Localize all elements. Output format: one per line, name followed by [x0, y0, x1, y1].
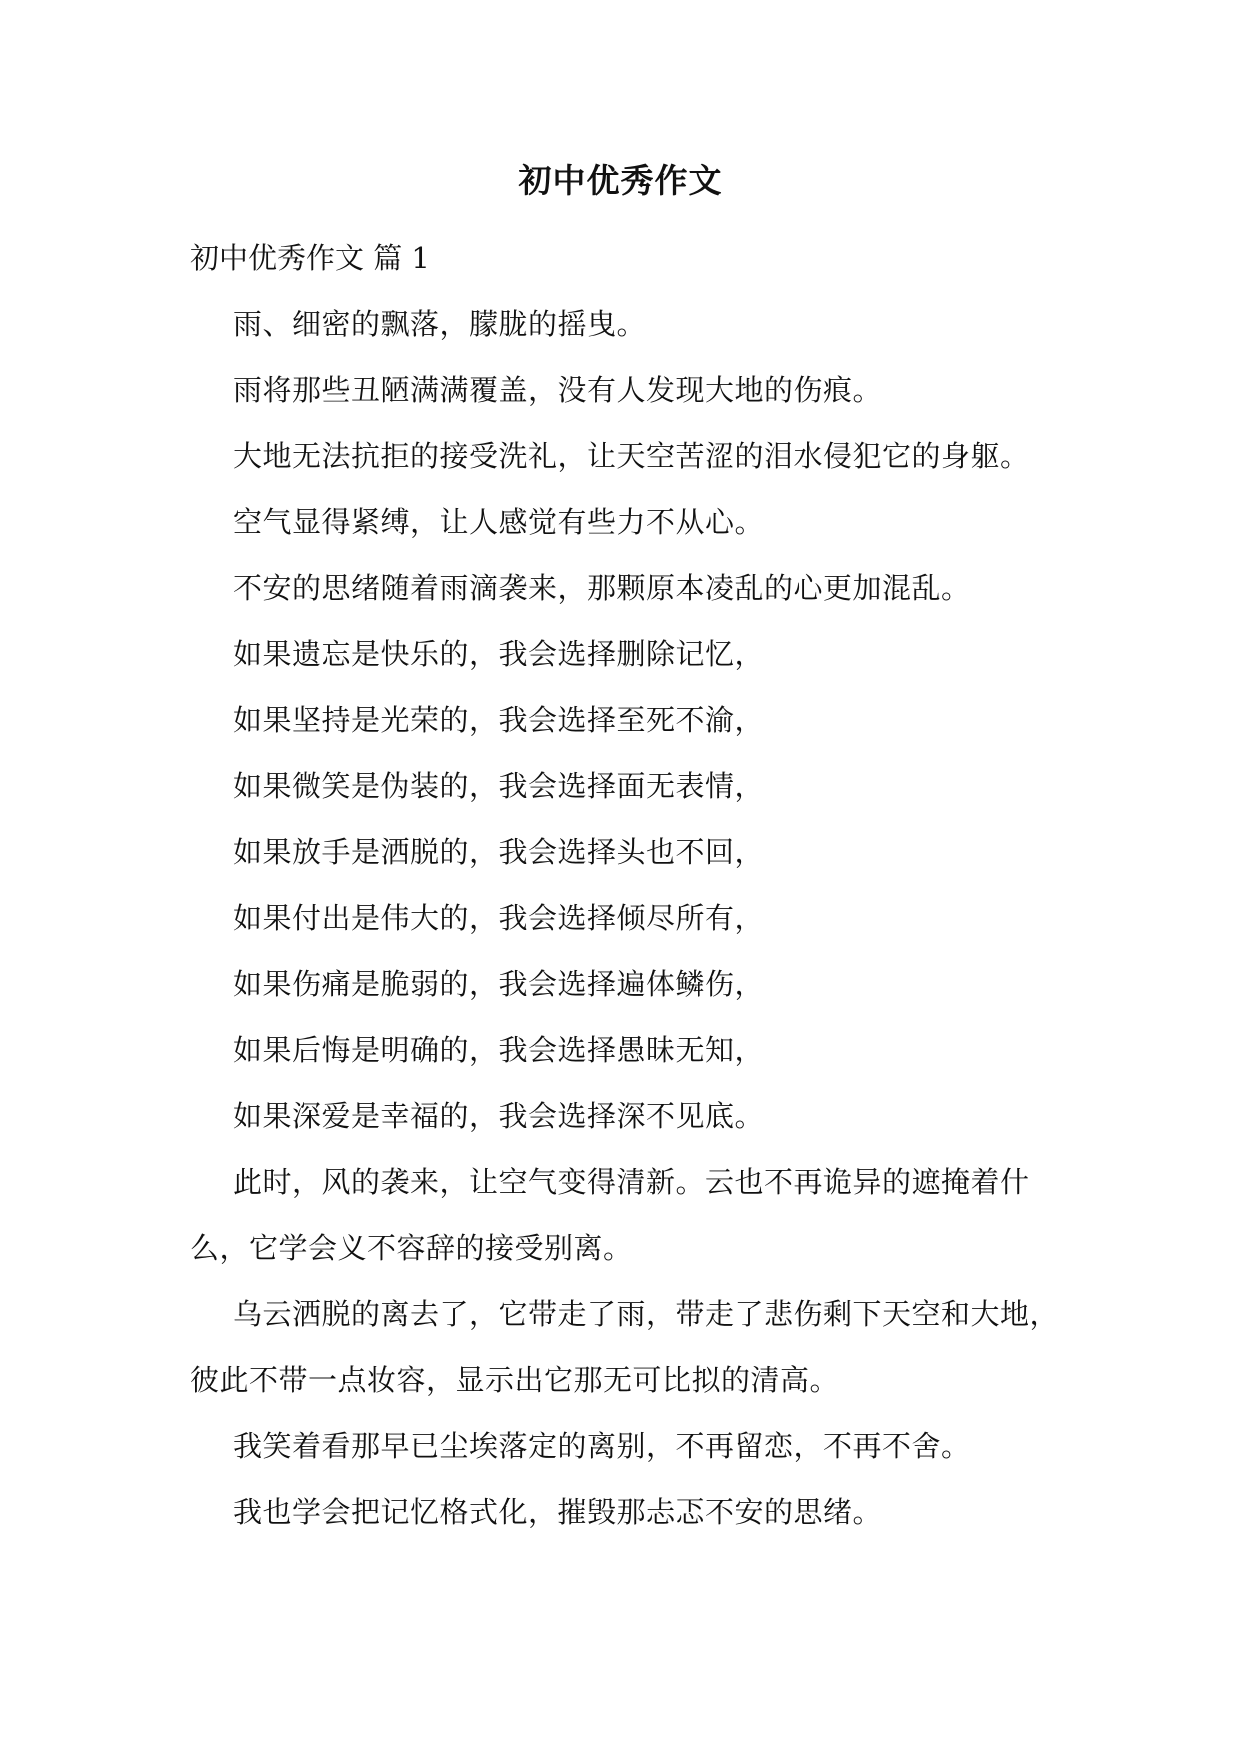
paragraph: 大地无法抗拒的接受洗礼，让天空苦涩的泪水侵犯它的身躯。	[233, 439, 1030, 473]
paragraph: 雨、细密的飘落，朦胧的摇曳。	[233, 307, 647, 341]
paragraph: 乌云洒脱的离去了，它带走了雨，带走了悲伤剩下天空和大地，彼此不带一点妆容，显示出它那无可比拟的清高。	[190, 1297, 1060, 1397]
paragraph: 如果坚持是光荣的，我会选择至死不渝，	[233, 703, 765, 737]
paragraph: 如果微笑是伪装的，我会选择面无表情，	[233, 769, 765, 803]
paragraph: 如果伤痛是脆弱的，我会选择遍体鳞伤，	[233, 967, 765, 1001]
paragraph: 空气显得紧缚，让人感觉有些力不从心。	[233, 505, 765, 539]
paragraph: 雨将那些丑陋满满覆盖，没有人发现大地的伤痕。	[233, 373, 883, 407]
essay-body	[190, 225, 1070, 1545]
document-title: 初中优秀作文	[518, 161, 723, 200]
paragraph: 此时，风的袭来，让空气变得清新。云也不再诡异的遮掩着什么，它学会义不容辞的接受别离。	[190, 1165, 1030, 1265]
paragraph: 如果后悔是明确的，我会选择愚昧无知，	[233, 1033, 765, 1067]
paragraph: 我也学会把记忆格式化，摧毁那忐忑不安的思绪。	[233, 1495, 883, 1529]
paragraph: 如果付出是伟大的，我会选择倾尽所有，	[233, 901, 765, 935]
paragraph: 如果深爱是幸福的，我会选择深不见底。	[233, 1099, 765, 1133]
paragraph: 我笑着看那早已尘埃落定的离别，不再留恋，不再不舍。	[233, 1429, 971, 1463]
paragraph: 不安的思绪随着雨滴袭来，那颗原本凌乱的心更加混乱。	[233, 571, 971, 605]
essay-subtitle: 初中优秀作文 篇 1	[190, 241, 430, 275]
paragraph: 如果放手是洒脱的，我会选择头也不回，	[233, 835, 765, 869]
paragraph: 如果遗忘是快乐的，我会选择删除记忆，	[233, 637, 765, 671]
